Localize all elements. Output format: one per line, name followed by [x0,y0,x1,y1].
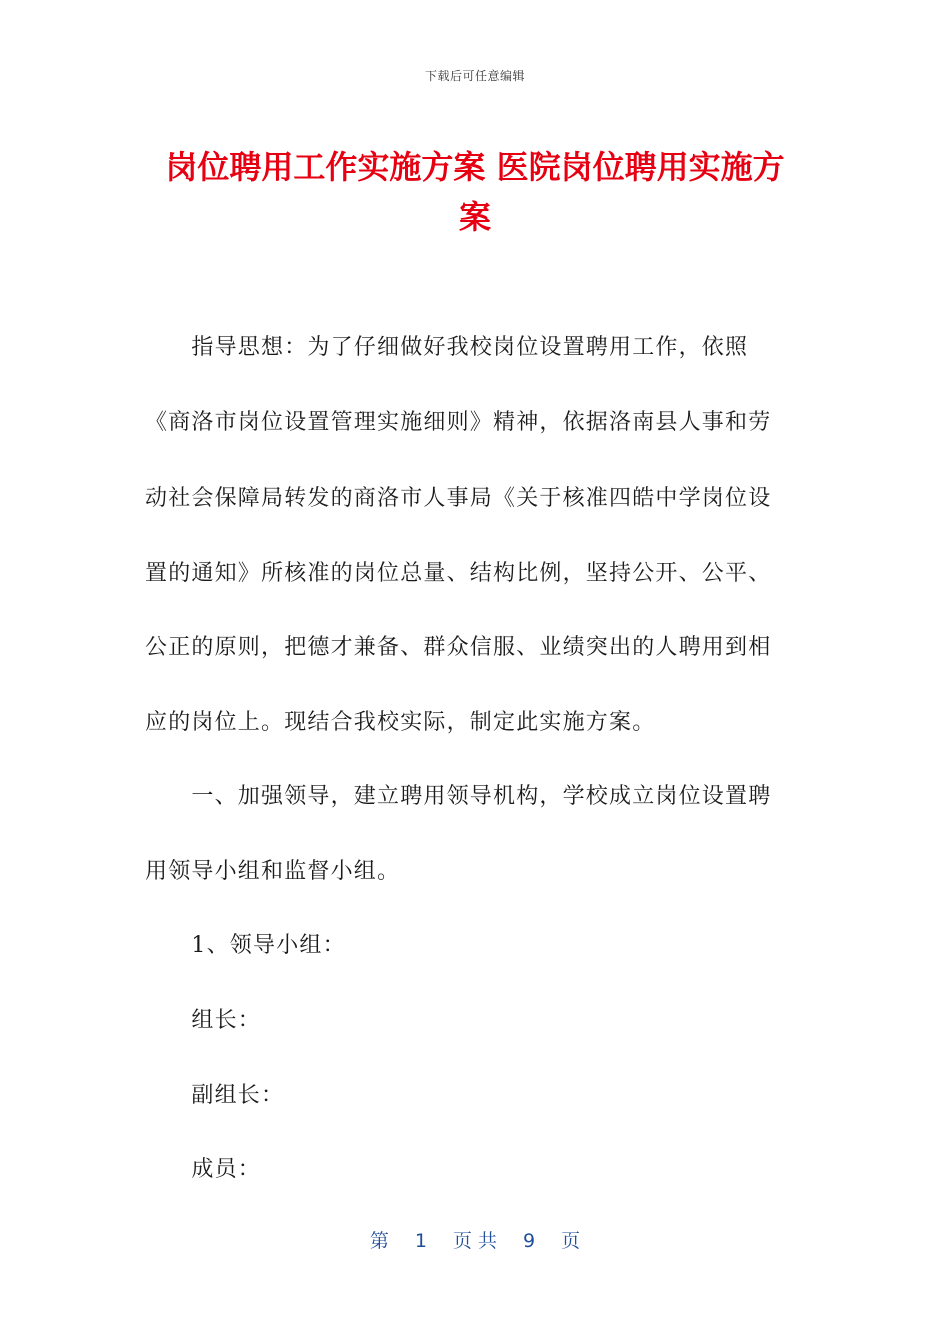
title-line-2: 案 [458,198,491,236]
download-note: 下载后可任意编辑 [424,69,525,83]
members-label: 成员： [145,1157,262,1182]
page-suffix: 页 [561,1230,581,1252]
title-line-1: 岗位聘用工作实施方案 医院岗位聘用实施方 [165,148,785,186]
body-line-3: 动社会保障局转发的商洛市人事局《关于核准四皓中学岗位设 [145,486,772,511]
deputy-leader-label: 副组长： [145,1083,285,1108]
section-heading-1: 一、加强领导，建立聘用领导机构，学校成立岗位设置聘 [145,784,772,809]
total-pages: 9 [523,1230,536,1252]
body-line-6: 应的岗位上。现结合我校实际，制定此实施方案。 [145,710,656,735]
page-number: 1 [414,1230,427,1252]
body-line-4: 置的通知》所核准的岗位总量、结构比例，坚持公开、公平、 [145,561,772,586]
body-line-1: 指导思想：为了仔细做好我校岗位设置聘用工作，依照 [145,335,749,360]
body-line-5: 公正的原则，把德才兼备、群众信服、业绩突出的人聘用到相 [145,635,772,660]
body-line-8: 用领导小组和监督小组。 [145,859,401,884]
page-footer [0,1226,950,1253]
subsection-leadership-group: 1、领导小组： [145,933,346,958]
page-prefix: 第 [369,1230,389,1252]
document-title [140,142,810,242]
body-line-2: 《商洛市岗位设置管理实施细则》精神，依据洛南县人事和劳 [145,410,772,435]
group-leader-label: 组长： [145,1008,262,1033]
page-mid: 页 共 [452,1230,498,1252]
